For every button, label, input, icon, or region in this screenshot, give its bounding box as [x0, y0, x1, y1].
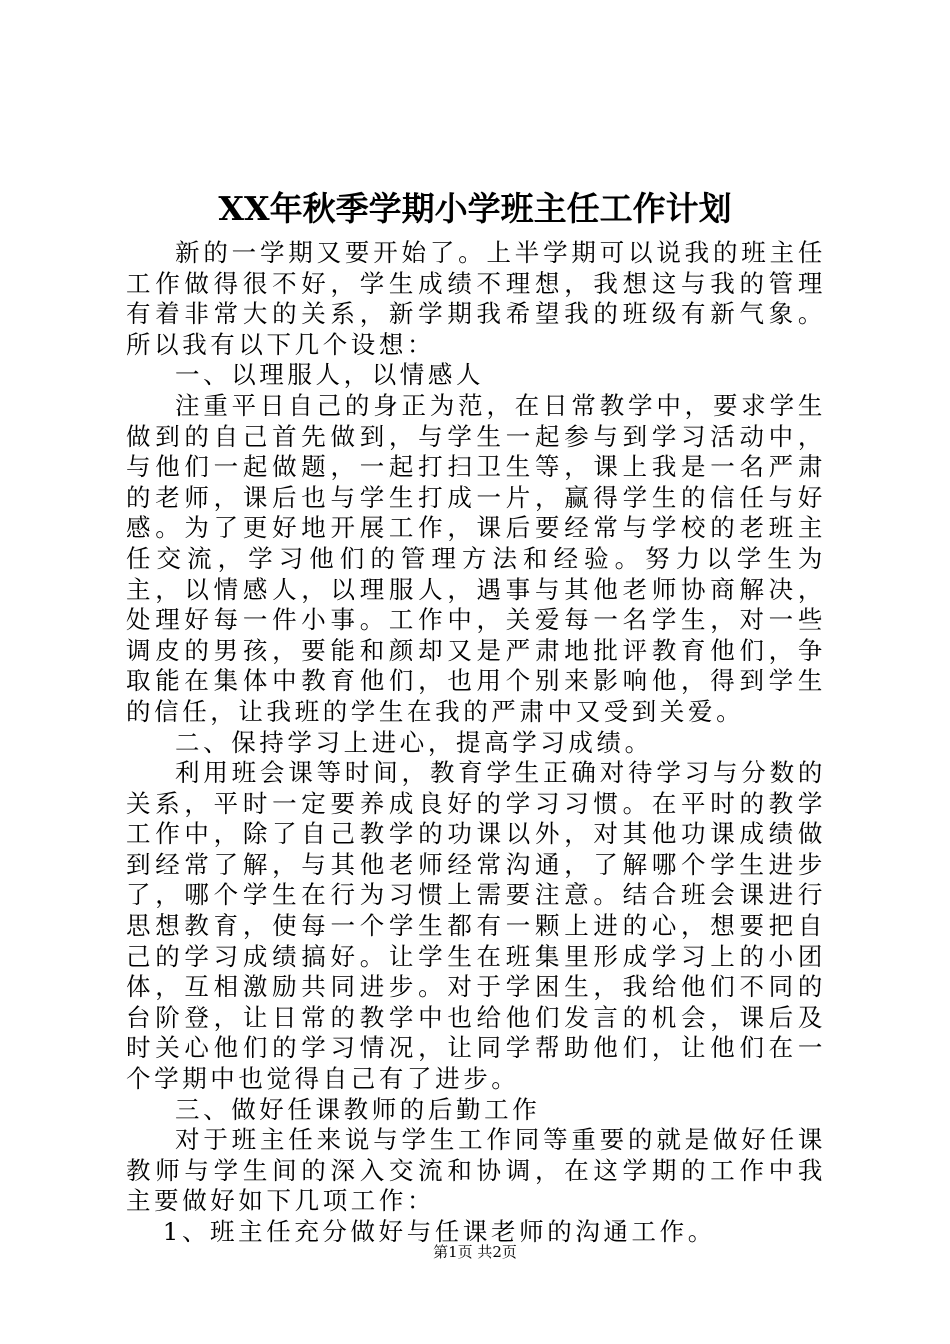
document-body — [126, 238, 826, 1248]
list-item-1: 1、班主任充分做好与任课老师的沟通工作。 — [162, 1217, 716, 1246]
document-title: XX年秋季学期小学班主任工作计划 — [218, 189, 732, 228]
section-heading-2: 二、保持学习上进心，提高学习成绩。 — [175, 727, 653, 757]
section-paragraph-2: 利用班会课等时间，教育学生正确对待学习与分数的关系，平时一定要养成良好的学习习惯。在平时的教学工作中，除了自己教学的功课以外，对其他功课成绩做到经常了解，与其他老师经常沟通，了解哪个学生进步了，哪个学生在行为习惯上需要注意。结合班会课进行思想教育，使每一个学生都有一颗上进的心，想要把自己的学习成绩搞好。让学生在班集里形成学习上的小团体，互相激励共同进步。对于学困生，我给他们不同的台阶登，让日常的教学中也给他们发言的机会，课后及时关心他们的学习情况，让同学帮助他们，让他们在一个学期中也觉得自己有了进步。 — [126, 758, 826, 1094]
section-paragraph-3: 对于班主任来说与学生工作同等重要的就是做好任课教师与学生间的深入交流和协调，在这学期的工作中我主要做好如下几项工作： — [126, 1125, 826, 1216]
section-paragraph-1: 注重平日自己的身正为范，在日常教学中，要求学生做到的自己首先做到，与学生一起参与到学习活动中，与他们一起做题，一起打扫卫生等，课上我是一名严肃的老师，课后也与学生打成一片，赢得学生的信任与好感。为了更好地开展工作，课后要经常与学校的老班主任交流，学习他们的管理方法和经验。努力以学生为主，以情感人，以理服人，遇事与其他老师协商解决，处理好每一件小事。工作中，关爱每一名学生，对一些调皮的男孩，要能和颜却又是严肃地批评教育他们，争取能在集体中教育他们，也用个别来影响他，得到学生的信任，让我班的学生在我的严肃中又受到关爱。 — [126, 390, 826, 726]
section-heading-3: 三、做好任课教师的后勤工作 — [175, 1094, 541, 1124]
section-heading-1: 一、以理服人，以情感人 — [175, 360, 485, 390]
page-footer: 第1页 共2页 — [433, 1243, 517, 1261]
intro-paragraph: 新的一学期又要开始了。上半学期可以说我的班主任工作做得很不好，学生成绩不理想，我想这与我的管理有着非常大的关系，新学期我希望我的班级有新气象。所以我有以下几个设想： — [126, 238, 826, 359]
